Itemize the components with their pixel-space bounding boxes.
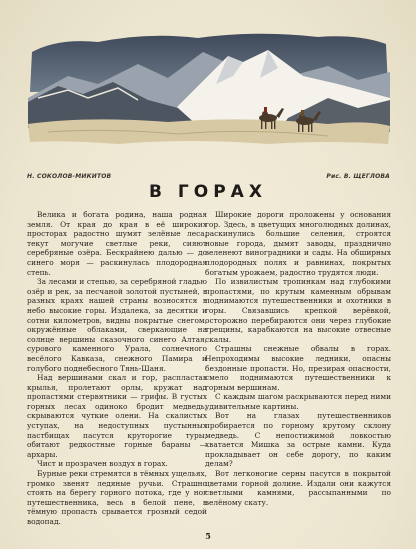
paragraph: Бурные реки стремятся в тёмных ущельях, громко звенят ледяные ручьи. Страшно стоять на берегу горного потока, где у ног путешественника, весь в белой пене, в тёмную пропасть срывается грозный седой водопад. <box>27 469 207 526</box>
right-text-column <box>205 210 391 507</box>
author-credit: Н. СОКОЛОВ-МИКИТОВ <box>27 173 112 180</box>
paragraph: Велика и богата родина, наша родная земля. От края до края в её широких просторах радостно шумят зелёные леса, текут могучие светлые реки, сияют серебряные озёра. Бескрайнею далью — до синего моря — раскинулась плодородная степь. <box>27 210 207 277</box>
paragraph: Над вершинами скал и гор, распластав крылья, пролетают орлы, кружат над пропастями стервятники — грифы. В густых горных лесах одиноко бродит медведь, скрываются чуткие олени. На скалистых уступах, на недоступных пустынных пастбищах пасутся круторогие туры, обитают редкостные горные бараны — архары. <box>27 373 207 459</box>
page-number: 5 <box>205 531 211 541</box>
left-text-column <box>27 210 207 527</box>
paragraph: По извилистым тропинкам над глубокими пропастями, по крутым каменным обрывам поднимаются путешественники и охотники в горы. Связавшись крепкой верёвкой, осторожно перебираются они через глубокие трещины, карабкаются на высокие отвесные скалы. <box>205 277 391 344</box>
paragraph: Широкие дороги проложены у основания гор. Здесь, в цветущих многолюдных долинах, раскинулись большие селения, строятся новые города, дымят заводы, празднично зеленеют виноградники и сады. На обширных плодородных полях и равнинах, покрытых богатым урожаем, радостно трудятся люди. <box>205 210 391 277</box>
paragraph: С каждым шагом раскрываются перед ними удивительные картины. <box>205 392 391 411</box>
paragraph: Страшны снежные обвалы в горах. Непроходимы высокие ледники, опасны бездонные пропасти. Но, презирая опасности, смело поднимаются путешественники к горным вершинам. <box>205 344 391 392</box>
paragraph: За лесами и степью, за серебряной гладью озёр и рек, за песчаной золотой пустыней, в разных краях нашей страны возносятся в небо высокие горы. Издалека, за десятки и сотни километров, видны покрытые снегом, окружённые облаками, сверкающие на солнце вершины сказочного синего Алтая, сурового каменного Урала, солнечного весёлого Кавказа, снежного Памира и голубого поднебесного Тянь-Шаня. <box>27 277 207 373</box>
paragraph: Вот на глазах путешественников пробирается по горному крутому склону медведь. С непостижимой ловкостью хватается Мишка за острые камни. Куда прокладывает он себе дорогу, по каким делам? <box>205 411 391 469</box>
illustrator-credit: Рис. В. ЩЕГЛОВА <box>326 173 390 180</box>
paragraph: Чист и прозрачен воздух в горах. <box>37 459 168 469</box>
article-title: В ГОРАХ <box>149 182 267 202</box>
paragraph: Вот легконогие серны пасутся в покрытой цветами горной долине. Издали они кажутся светлыми камнями, рассыпанными по зелёному скату. <box>205 469 391 507</box>
mountain-caravan-illustration <box>28 28 390 146</box>
